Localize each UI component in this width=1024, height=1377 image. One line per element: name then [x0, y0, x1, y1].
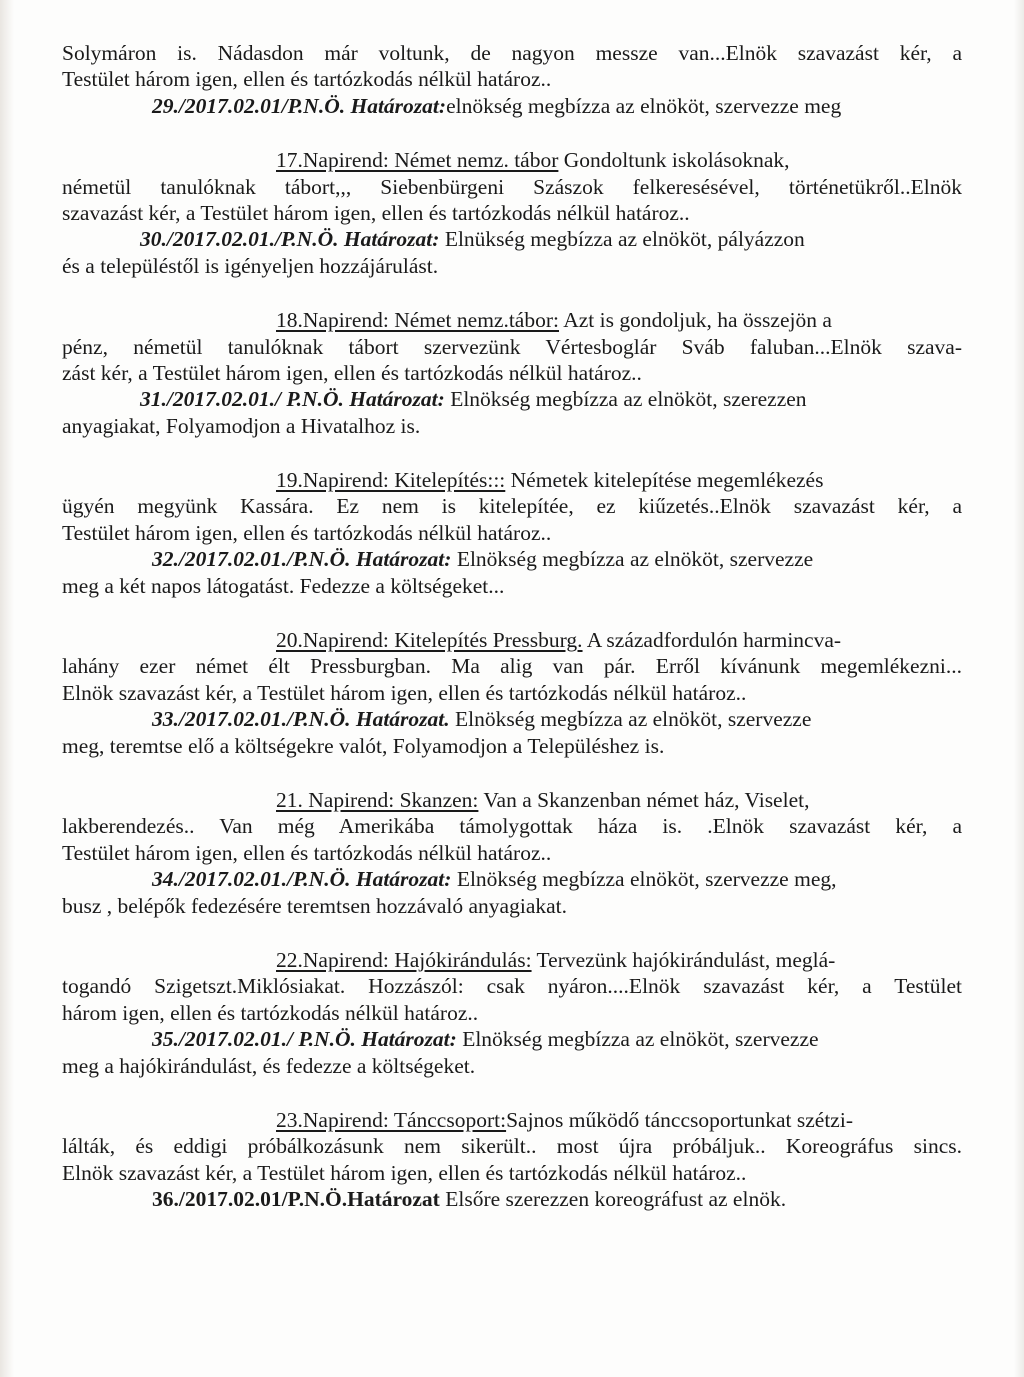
document-body: [62, 40, 962, 1212]
resolution-number: 34./2017.02.01./P.N.Ö. Határozat:: [152, 867, 452, 892]
text-line: Elnök szavazást kér, a Testület három igen, ellen és tartózkodás nélkül határoz..: [62, 1160, 747, 1185]
text-line: Testület három igen, ellen és tartózkodás nélkül határoz..: [62, 520, 552, 545]
text-line: Solymáron is. Nádasdon már voltunk, de nagyon messze van...Elnök szavazást kér, a: [62, 41, 962, 65]
text-line: németül tanulóknak tábort,,, Siebenbürgeni Szászok felkeresésével, történetükről..Elnök: [62, 174, 962, 199]
resolution-text: Elnökség megbízza az elnököt, szervezze: [451, 547, 814, 572]
text-line: Elnök szavazást kér, a Testület három igen, ellen és tartózkodás nélkül határoz..: [62, 680, 747, 705]
resolution-line: [62, 226, 962, 252]
resolution-line: [62, 1186, 962, 1212]
text-line: lahány ezer német élt Pressburgban. Ma alig van pár. Erről kívánunk megemlékezni...: [62, 654, 962, 679]
agenda-text: Azt is gondoljuk, ha összejön a: [559, 308, 832, 333]
page-edge-shadow-right: [1014, 0, 1024, 1377]
resolution-line: [62, 386, 962, 412]
resolution-number: 30./2017.02.01./P.N.Ö. Határozat:: [140, 227, 440, 252]
agenda-text: Németek kitelepítése megemlékezés: [505, 468, 824, 493]
text-line: lálták, és eddigi próbálkozásunk nem sikerült.. most újra próbáljuk.. Koreográfus sincs.: [62, 1134, 962, 1159]
agenda-heading: 19.Napirend: Kitelepítés:::: [276, 468, 506, 493]
text-line: Testület három igen, ellen és tartózkodás nélkül határoz..: [62, 840, 552, 865]
page-edge-shadow-left: [0, 0, 14, 1377]
text-line: Testület három igen, ellen és tartózkodás nélkül határoz..: [62, 67, 552, 92]
agenda-heading: 22.Napirend: Hajókirándulás:: [276, 947, 532, 972]
text-line: lakberendezés.. Van még Amerikába támolygottak háza is. .Elnök szavazást kér, a: [62, 814, 962, 839]
agenda-heading: 23.Napirend: Tánccsoport:: [276, 1107, 507, 1132]
resolution-number: 36./2017.02.01/P.N.Ö.Határozat: [152, 1187, 440, 1212]
agenda-heading: 21. Napirend: Skanzen:: [276, 787, 479, 812]
text-line: anyagiakat, Folyamodjon a Hivatalhoz is.: [62, 413, 421, 438]
resolution-text: Elnökség megbízza elnököt, szervezze meg,: [451, 867, 837, 892]
resolution-number: 31./2017.02.01./ P.N.Ö. Határozat:: [140, 387, 445, 412]
resolution-number: 32./2017.02.01./P.N.Ö. Határozat:: [152, 547, 452, 572]
text-line: meg a hajókirándulást, és fedezze a költségeket.: [62, 1053, 476, 1078]
resolution-line: [62, 706, 962, 732]
resolution-text: elnökség megbízza az elnököt, szervezze meg: [446, 93, 842, 118]
text-line: zást kér, a Testület három igen, ellen és tartózkodás nélkül határoz..: [62, 360, 642, 385]
agenda-text: Van a Skanzenban német ház, Viselet,: [478, 787, 810, 812]
text-line: és a településtől is igényeljen hozzájárulást.: [62, 253, 439, 278]
resolution-line: [62, 546, 962, 572]
agenda-item-20: [62, 627, 962, 653]
agenda-text: Tervezünk hajókirándulást, meglá-: [531, 947, 836, 972]
agenda-item-17: [62, 147, 962, 173]
agenda-item-18: [62, 307, 962, 333]
text-line: meg a két napos látogatást. Fedezze a költségeket...: [62, 573, 505, 598]
resolution-text: Elnükség megbízza az elnököt, pályázzon: [439, 227, 805, 252]
resolution-text: Elnökség megbízza az elnököt, szerezzen: [444, 387, 807, 412]
resolution-line: [62, 93, 962, 119]
resolution-number: 35./2017.02.01./ P.N.Ö. Határozat:: [152, 1027, 457, 1052]
resolution-line: [62, 866, 962, 892]
text-line: pénz, németül tanulóknak tábort szervezünk Vértesboglár Sváb faluban...Elnök szava-: [62, 334, 962, 359]
text-line: togandó Szigetszt.Miklósiakat. Hozzászól: csak nyáron....Elnök szavazást kér, a Testület: [62, 974, 962, 999]
agenda-heading: 18.Napirend: Német nemz.tábor:: [276, 308, 559, 333]
text-line: meg, teremtse elő a költségekre valót, Folyamodjon a Településhez is.: [62, 733, 665, 758]
resolution-text: Elnökség megbízza az elnököt, szervezze: [456, 1027, 819, 1052]
text-line: ügyén megyünk Kassára. Ez nem is kitelepítée, ez kiűzetés..Elnök szavazást kér, a: [62, 494, 962, 519]
agenda-heading: 20.Napirend: Kitelepítés Pressburg.: [276, 628, 583, 653]
agenda-item-22: [62, 947, 962, 973]
resolution-number: 33./2017.02.01./P.N.Ö. Határozat.: [152, 707, 450, 732]
resolution-text: Elsőre szerezzen koreográfust az elnök.: [439, 1187, 787, 1212]
agenda-item-23: [62, 1107, 962, 1133]
agenda-heading: 17.Napirend: Német nemz. tábor: [276, 148, 559, 173]
agenda-text: A századfordulón harmincva-: [582, 628, 842, 653]
resolution-number: 29./2017.02.01/P.N.Ö. Határozat:: [152, 93, 447, 118]
agenda-text: Gondoltunk iskolásoknak,: [558, 148, 790, 173]
resolution-line: [62, 1026, 962, 1052]
text-line: szavazást kér, a Testület három igen, ellen és tartózkodás nélkül határoz..: [62, 200, 690, 225]
text-line: busz , belépők fedezésére teremtsen hozzávaló anyagiakat.: [62, 893, 567, 918]
text-line: három igen, ellen és tartózkodás nélkül határoz..: [62, 1000, 479, 1025]
resolution-text: Elnökség megbízza az elnököt, szervezze: [449, 707, 812, 732]
agenda-text: Sajnos működő tánccsoportunkat szétzi-: [506, 1107, 853, 1132]
agenda-item-21: [62, 787, 962, 813]
agenda-item-19: [62, 467, 962, 493]
